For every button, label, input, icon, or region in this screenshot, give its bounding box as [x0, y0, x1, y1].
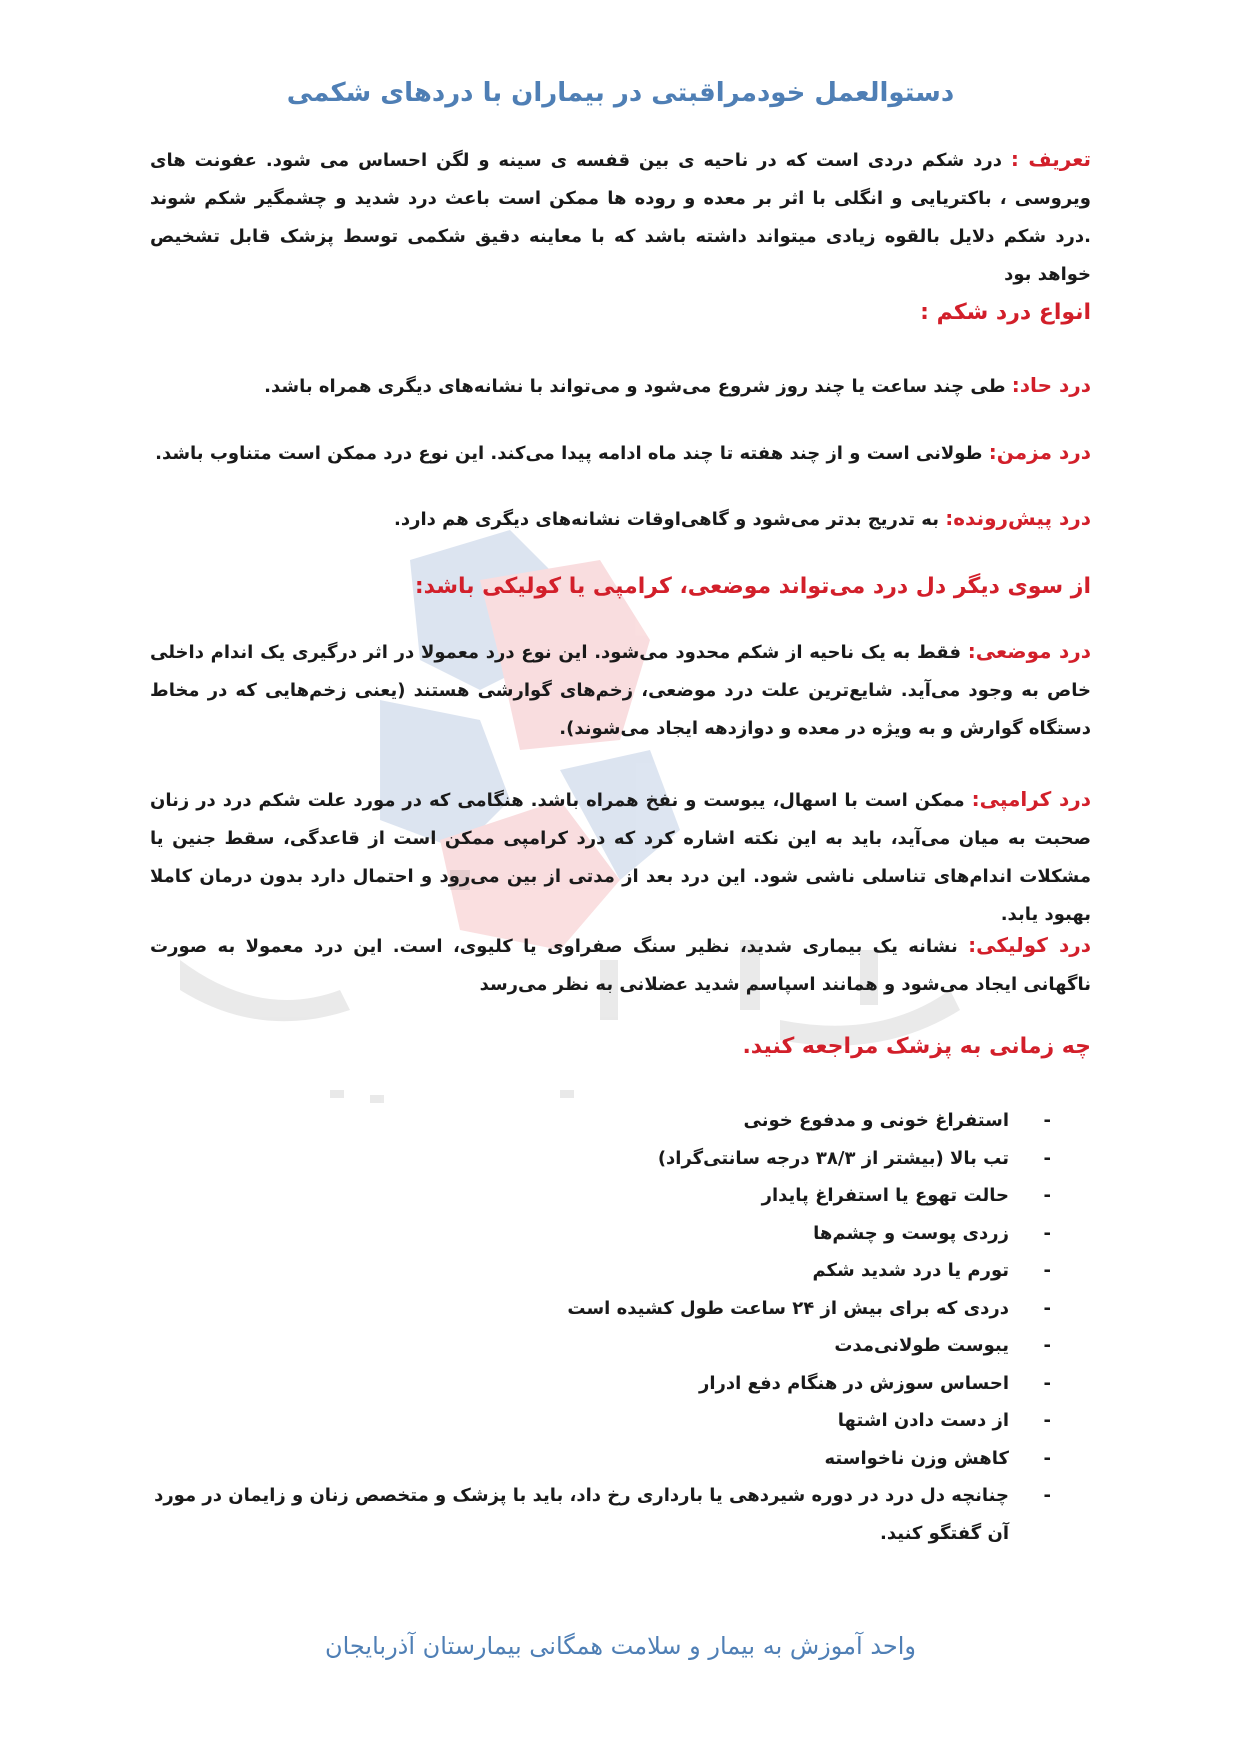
bullet-dash: - — [1043, 1372, 1051, 1394]
list-item: - دردی که برای بیش از ۲۴ ساعت طول کشیده است — [150, 1290, 1091, 1328]
list-item: - تب بالا (بیشتر از ۳۸/۳ درجه سانتی‌گراد) — [150, 1140, 1091, 1178]
document-footer: واحد آموزش به بیمار و سلامت همگانی بیمارستان آذربایجان — [324, 1632, 917, 1660]
type-chronic-label: درد مزمن: — [988, 440, 1091, 464]
list-item: - زردی پوست و چشم‌ها — [150, 1215, 1091, 1253]
kind-localized-text: فقط به یک ناحیه از شکم محدود می‌شود. این نوع درد معمولا در اثر درگیری یک اندام داخلی خاص به وجود می‌آید. شایع‌ترین علت درد موضعی، زخم‌های گوارشی هستند (یعنی زخم‌هایی که در مخاط دستگاه گوارش و به ویژه در معده و دوازدهه ایجاد می‌شوند). — [150, 642, 1091, 739]
definition-paragraph — [150, 140, 1091, 294]
bullet-dash: - — [1043, 1110, 1051, 1131]
list-item: - تورم یا درد شدید شکم — [150, 1252, 1091, 1290]
kind-colicky-label: درد کولیکی: — [968, 933, 1091, 957]
list-item: - یبوست طولانی‌مدت — [150, 1327, 1091, 1365]
list-item: - کاهش وزن ناخواسته — [150, 1440, 1091, 1478]
kind-localized-label: درد موضعی: — [967, 639, 1091, 663]
bullet-dash: - — [1043, 1335, 1051, 1356]
bullet-dash: - — [1043, 1297, 1051, 1319]
kind-colicky-text: نشانه یک بیماری شدید، نظیر سنگ صفراوی یا کلیوی، است. این درد معمولا به صورت ناگهانی ایجاد می‌شود و همانند اسپاسم شدید عضلانی به نظر می‌رسد — [150, 936, 1091, 995]
bullet-dash: - — [1043, 1185, 1051, 1206]
when-heading: چه زمانی به پزشک مراجعه کنید. — [742, 1034, 1091, 1059]
type-progressive-paragraph — [150, 499, 1091, 539]
type-progressive-text: به تدریج بدتر می‌شود و گاهی‌اوقات نشانه‌های دیگری هم دارد. — [394, 509, 946, 530]
bullet-dash: - — [1043, 1147, 1051, 1169]
kind-colicky-paragraph — [150, 926, 1091, 1004]
type-acute-text: طی چند ساعت یا چند روز شروع می‌شود و می‌تواند با نشانه‌های دیگری همراه باشد. — [264, 376, 1012, 397]
kind-cramping-text: ممکن است با اسهال، یبوست و نفخ همراه باشد. هنگامی که در مورد علت شکم درد در زنان صحبت به میان می‌آید، باید به این نکته اشاره کرد که درد کرامپی ممکن است از قاعدگی، سقط جنین یا مشکلات اندام‌های تناسلی ناشی شود. این درد بعد از مدتی از بین می‌رود و احتمال دارد بدون درمان کاملا بهبود یابد. — [150, 790, 1091, 925]
kinds-heading: از سوی دیگر دل درد می‌تواند موضعی، کرامپی یا کولیکی باشد: — [414, 574, 1091, 599]
kind-cramping-label: درد کرامپی: — [971, 787, 1091, 811]
kind-cramping-paragraph — [150, 780, 1091, 934]
type-chronic-text: طولانی است و از چند هفته تا چند ماه ادامه پیدا می‌کند. این نوع درد ممکن است متناوب باشد. — [155, 443, 989, 464]
list-item: - حالت تهوع یا استفراغ پایدار — [150, 1177, 1091, 1215]
list-item: - چنانچه دل درد در دوره شیردهی یا بارداری رخ داد، باید با پزشک و متخصص زنان و زایمان در مورد آن گفتگو کنید. — [150, 1477, 1091, 1552]
type-progressive-label: درد پیش‌رونده: — [945, 506, 1091, 530]
type-acute-label: درد حاد: — [1011, 373, 1091, 397]
bullet-dash: - — [1043, 1485, 1051, 1506]
definition-label: تعریف : — [1010, 147, 1091, 171]
bullet-dash: - — [1043, 1447, 1051, 1469]
list-item: - احساس سوزش در هنگام دفع ادرار — [150, 1365, 1091, 1403]
types-heading: انواع درد شکم : — [920, 300, 1091, 325]
list-item: - استفراغ خونی و مدفوع خونی — [150, 1102, 1091, 1140]
bullet-dash: - — [1043, 1222, 1051, 1244]
document-title: دستوالعمل خودمراقبتی در بیماران با دردهای شکمی — [286, 78, 955, 108]
bullet-dash: - — [1043, 1260, 1051, 1281]
kind-localized-paragraph — [150, 632, 1091, 748]
type-acute-paragraph — [150, 366, 1091, 406]
list-item: - از دست دادن اشتها — [150, 1402, 1091, 1440]
symptom-list — [150, 1102, 1091, 1552]
type-chronic-paragraph — [150, 433, 1091, 473]
definition-text: درد شکم دردی است که در ناحیه ی بین قفسه ی سینه و لگن احساس می شود. عفونت های ویروسی ، باکتریایی و انگلی با اثر بر معده و روده ها ممکن است باعث درد شدید و چشمگیر شکم شوند .درد شکم دلایل بالقوه زیادی میتواند داشته باشد که با معاینه دقیق شکمی توسط پزشک قابل تشخیص خواهد بود — [150, 150, 1091, 285]
bullet-dash: - — [1043, 1410, 1051, 1431]
